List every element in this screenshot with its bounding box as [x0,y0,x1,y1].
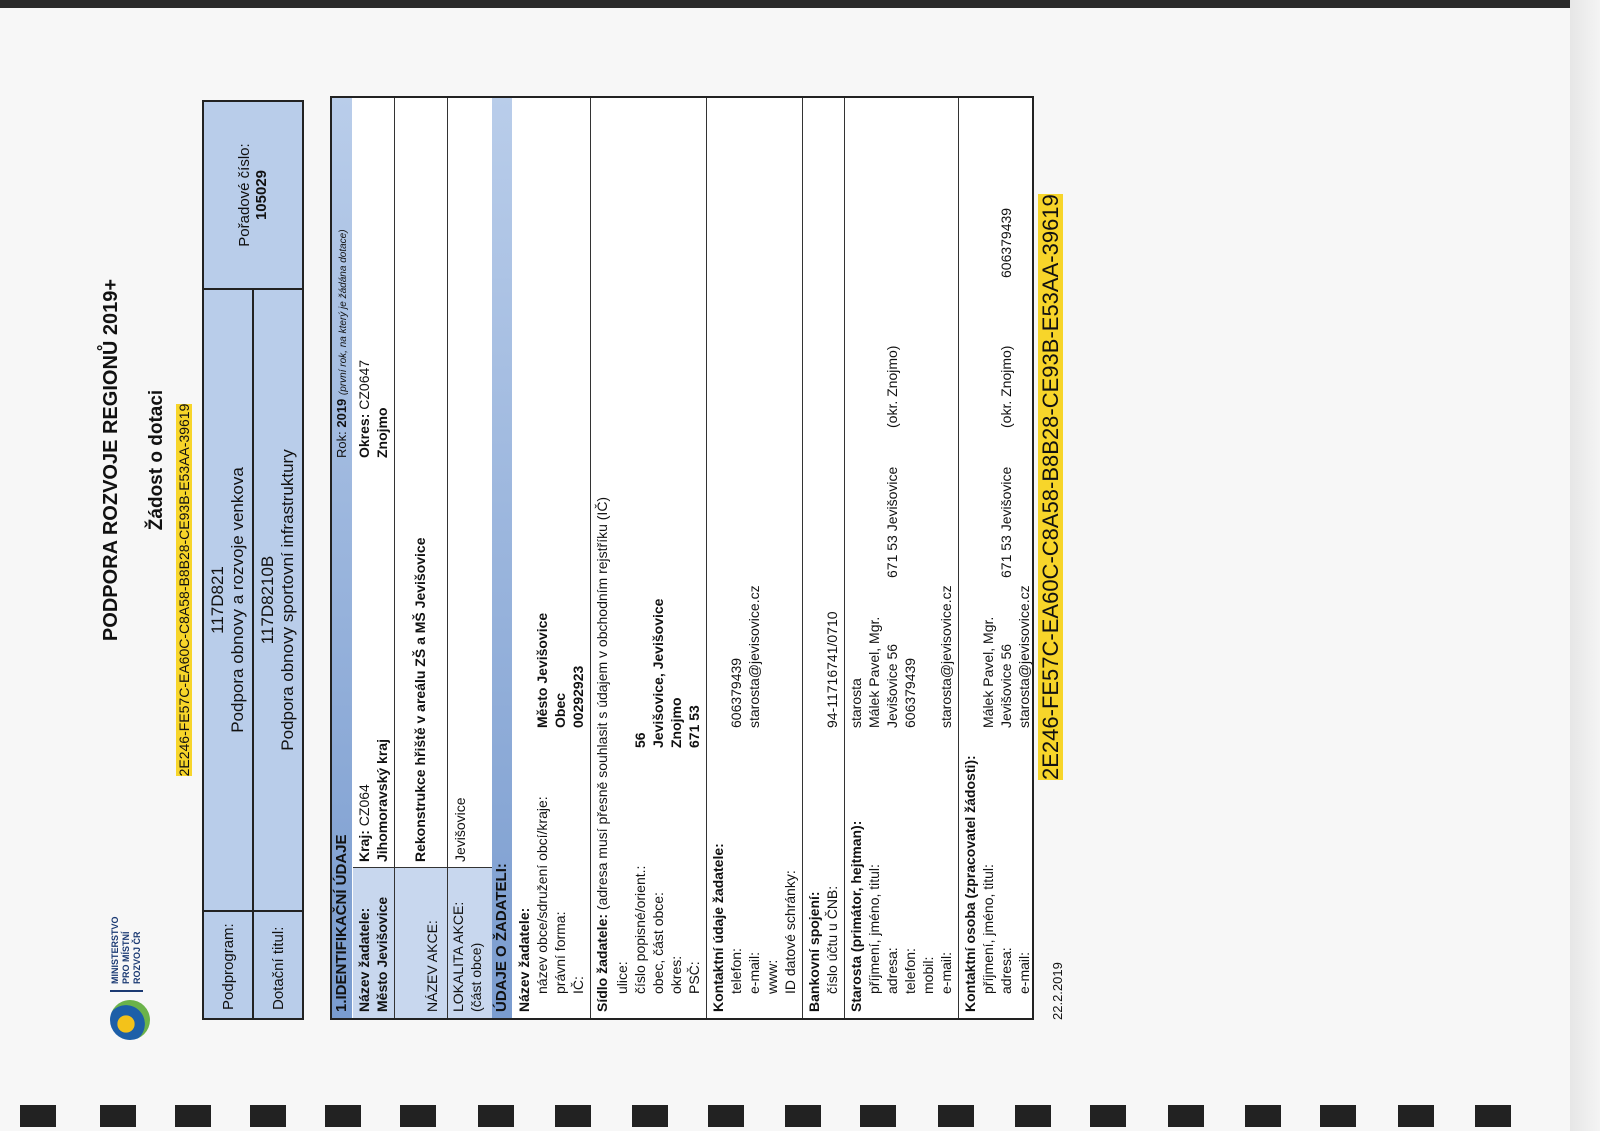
page-title: PODPORA ROZVOJE REGIONŮ 2019+ [100,278,122,642]
mobil-label: mobil: [920,956,936,994]
program-table [202,100,304,1020]
lokalita: Jevišovice [452,797,468,862]
ko-prijmeni: Málek Pavel, Mgr. [980,616,996,728]
application-form [330,96,1034,1020]
footer-code: 2E246-FE57C-EA60C-C8A58-B8B28-CE93B-E53AA-39619 [1038,194,1063,780]
psc: 671 53 [686,705,702,748]
ko-adresa-line: (okr. Znojmo) [998,345,1014,428]
section-applicant-title: ÚDAJE O ŽADATELI: [492,98,512,1018]
obec-label: obec, část obce: [650,892,666,994]
scan-edge [0,0,1600,8]
st-email-label: e-mail: [938,951,954,994]
ko-email-label: e-mail: [1016,951,1032,994]
poradove-label: Pořadové číslo: [236,143,253,247]
ulice-label: ulice: [614,961,630,994]
www-label: www: [764,959,780,994]
ko-adresa-line: 671 53 Jevišovice [998,466,1014,578]
adresa-line: Jevišovice 56 [884,643,900,728]
rok-value: 2019 [334,398,349,428]
ko-adresa-label: adresa: [998,947,1014,994]
cislo-label: číslo popisné/orient.: [632,865,648,994]
starosta-role: starosta [848,678,864,728]
adresa-label: adresa: [884,947,900,994]
st-email: starosta@jevisovice.cz [938,585,954,728]
ko-telefon: 606379439 [998,207,1014,278]
email: starosta@jevisovice.cz [746,585,762,728]
telefon-label: telefon: [728,948,744,994]
lokalita-label: LOKALITA AKCE: [450,901,466,1012]
nazev-akce-label: NÁZEV AKCE: [424,920,440,1012]
logo-line: ROZVOJ ČR [132,931,142,984]
sidlo-note: (adresa musí přesně souhlasit s údajem v obchodním rejstříku (IČ) [594,496,610,911]
application-page [90,80,1540,1080]
footer-date: 22.2.2019 [1050,962,1065,1020]
poradove-value: 105029 [253,169,270,221]
ic-label: IČ: [570,976,586,994]
titul-label: Dotační titul: [253,911,303,1019]
st-telefon: 606379439 [902,657,918,728]
titul-code: 117D8210B [258,555,277,645]
page-subtitle: Žádost o dotaci [146,389,167,531]
nazev-obce: Město Jevišovice [534,612,550,728]
logo-line: PRO MÍSTNÍ [121,931,131,984]
st-telefon-label: telefon: [902,948,918,994]
nazev-obce-label: název obce/sdružení obcí/kraje: [534,796,550,994]
podprogram-label: Podprogram: [203,911,253,1019]
podprogram-name: Podpora obnovy a rozvoje venkova [228,467,247,733]
nazev-head: Název žadatele: [516,907,532,1012]
rok-note: (první rok, na který je žádána dotace) [338,229,349,396]
okres-label-2: okres: [668,955,684,994]
ko-prijmeni-label: příjmení, jméno, titul: [980,864,996,994]
titul-name: Podpora obnovy sportovní infrastruktury [278,449,297,751]
binder-holes [0,1101,1600,1131]
id-label: ID datové schránky: [782,870,798,994]
ucet: 94-11716741/0710 [824,611,840,728]
ic: 00292923 [570,665,586,728]
document-code: 2E246-FE57C-EA60C-C8A58-B8B28-CE93B-E53AA-39619 [176,403,192,777]
nazev-zadatele-label: Název žadatele: [356,907,372,1012]
obec: Jevišovice, Jevišovice [650,598,666,748]
okres-name: Znojmo [374,407,390,458]
logo-line: MINISTERSTVO [110,916,120,984]
nazev-zadatele: Město Jevišovice [374,896,390,1012]
okres-label: Okres: [356,413,372,458]
prijmeni-label: příjmení, jméno, titul: [866,864,882,994]
page-edge [1570,0,1600,1131]
email-label: e-mail: [746,951,762,994]
pravni-forma: Obec [552,692,568,728]
ko-email: starosta@jevisovice.cz [1016,585,1032,728]
kraj-name: Jihomoravský kraj [374,739,390,862]
ucet-label: číslo účtu u ČNB: [824,885,840,994]
adresa-line: 671 53 Jevišovice [884,466,900,578]
sidlo-head: Sídlo žadatele: [594,913,610,1012]
podprogram-code: 117D821 [208,566,227,634]
kontakt-osoba-head: Kontaktní osoba (zpracovatel žádosti): [962,755,978,1012]
cislo: 56 [632,732,648,748]
ko-adresa-line: Jevišovice 56 [998,643,1014,728]
okres-code: CZ0647 [356,359,372,410]
logo-emblem-icon [110,1000,150,1040]
telefon: 606379439 [728,657,744,728]
ministry-logo [106,900,156,1040]
kraj-label: Kraj: [356,830,372,862]
kraj-code: CZ064 [356,784,372,827]
bank-head: Bankovní spojení: [806,891,822,1012]
pravni-forma-label: právní forma: [552,911,568,994]
adresa-line: (okr. Znojmo) [884,345,900,428]
section-identification-title: 1.IDENTIFIKAČNÍ ÚDAJE Rok: 2019 (první rok, na který je žádána dotace) [332,98,352,1018]
psc-label: PSČ: [686,961,702,994]
kontakt-head: Kontaktní údaje žadatele: [710,843,726,1012]
nazev-akce: Rekonstrukce hřiště v areálu ZŠ a MŠ Jevišovice [412,537,428,862]
rok-label: Rok: [334,431,349,458]
prijmeni: Málek Pavel, Mgr. [866,616,882,728]
starosta-head: Starosta (primátor, hejtman): [848,820,864,1012]
okres: Znojmo [668,697,684,748]
lokalita-sub: (část obce) [468,942,484,1012]
